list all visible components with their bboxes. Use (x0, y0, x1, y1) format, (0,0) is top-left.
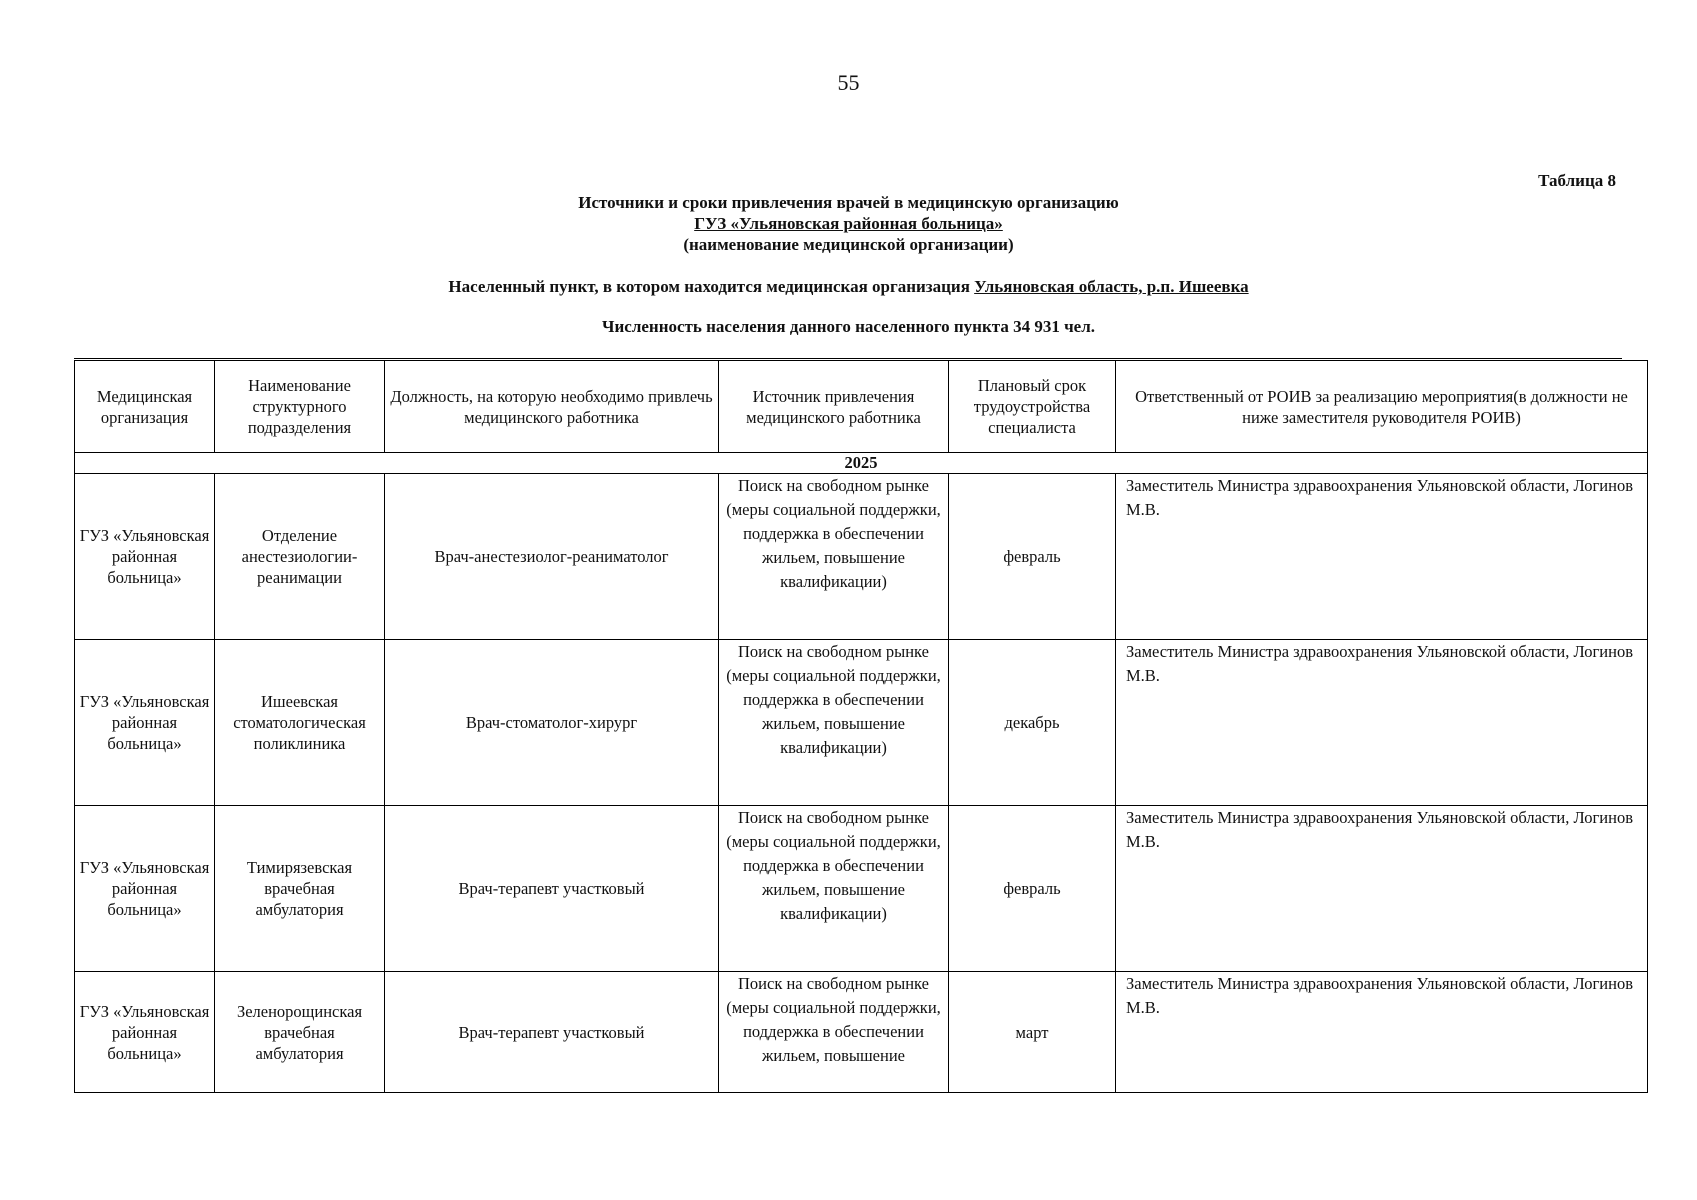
locality-value: Ульяновская область, р.п. Ишеевка (974, 277, 1249, 296)
term-cell: февраль (949, 474, 1116, 640)
position-cell: Врач-терапевт участковый (385, 806, 719, 972)
source-cell (719, 972, 949, 1093)
org-cell: ГУЗ «Ульяновская районная больница» (75, 640, 215, 806)
position-cell: Врач-анестезиолог-реаниматолог (385, 474, 719, 640)
unit-cell: Зеленорощинская врачебная амбулатория (215, 972, 385, 1093)
source-cell: Поиск на свободном рынке (меры социальной поддержки, поддержка в обеспечении жильем, повышение квалификации) (719, 806, 949, 972)
unit-cell: Ишеевская стоматологическая поликлиника (215, 640, 385, 806)
org-cell: ГУЗ «Ульяновская районная больница» (75, 806, 215, 972)
header-cell: Ответственный от РОИВ за реализацию мероприятия(в должности не ниже заместителя руководителя РОИВ) (1116, 361, 1648, 453)
org-cell: ГУЗ «Ульяновская районная больница» (75, 474, 215, 640)
responsible-cell: Заместитель Министра здравоохранения Ульяновской области, Логинов М.В. (1116, 474, 1648, 640)
unit-cell: Тимирязевская врачебная амбулатория (215, 806, 385, 972)
source-text: Поиск на свободном рынке (меры социальной поддержки, поддержка в обеспечении жильем, повышение (726, 974, 941, 1065)
year-row (75, 453, 1648, 474)
table-label: Таблица 8 (1538, 171, 1616, 190)
org-cell: ГУЗ «Ульяновская районная больница» (75, 972, 215, 1093)
year-cell: 2025 (75, 453, 1648, 474)
term-cell: февраль (949, 806, 1116, 972)
title-block (0, 192, 1697, 255)
source-cell: Поиск на свободном рынке (меры социальной поддержки, поддержка в обеспечении жильем, повышение квалификации) (719, 474, 949, 640)
position-cell: Врач-терапевт участковый (385, 972, 719, 1093)
responsible-cell: Заместитель Министра здравоохранения Ульяновской области, Логинов М.В. (1116, 806, 1648, 972)
table-top-rule (74, 358, 1622, 359)
title-line: Источники и сроки привлечения врачей в медицинскую организацию (578, 193, 1119, 212)
header-cell: Должность, на которую необходимо привлечь медицинского работника (385, 361, 719, 453)
header-cell: Источник привлечения медицинского работника (719, 361, 949, 453)
unit-cell: Отделение анестезиологии-реанимации (215, 474, 385, 640)
locality-line (0, 277, 1697, 297)
organization-name: ГУЗ «Ульяновская районная больница» (694, 214, 1003, 233)
term-cell: декабрь (949, 640, 1116, 806)
header-cell: Плановый срок трудоустройства специалиста (949, 361, 1116, 453)
table-row (75, 474, 1648, 640)
table-row (75, 640, 1648, 806)
header-cell: Медицинская организация (75, 361, 215, 453)
table-row (75, 806, 1648, 972)
source-cell: Поиск на свободном рынке (меры социальной поддержки, поддержка в обеспечении жильем, повышение квалификации) (719, 640, 949, 806)
table-header-row (75, 361, 1648, 453)
responsible-cell: Заместитель Министра здравоохранения Ульяновской области, Логинов М.В. (1116, 972, 1648, 1093)
recruitment-table (74, 360, 1648, 1093)
responsible-cell: Заместитель Министра здравоохранения Ульяновской области, Логинов М.В. (1116, 640, 1648, 806)
organization-caption: (наименование медицинской организации) (683, 235, 1014, 254)
population-line: Численность населения данного населенного пункта 34 931 чел. (602, 317, 1095, 336)
term-cell: март (949, 972, 1116, 1093)
header-cell: Наименование структурного подразделения (215, 361, 385, 453)
position-cell: Врач-стоматолог-хирург (385, 640, 719, 806)
table-row (75, 972, 1648, 1093)
page-number: 55 (837, 70, 860, 95)
locality-label: Населенный пункт, в котором находится медицинская организация (448, 277, 970, 296)
